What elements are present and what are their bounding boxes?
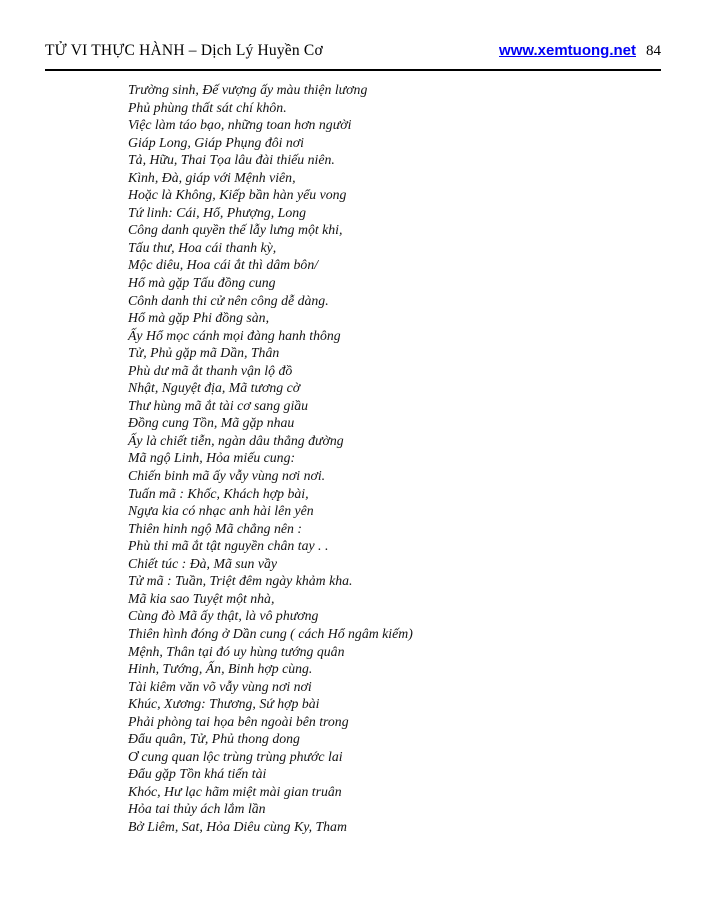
poem-line: Mã kia sao Tuyệt một nhà, [128, 590, 275, 606]
poem-line: Đồng cung Tồn, Mã gặp nhau [128, 415, 295, 431]
book-title: TỬ VI THỰC HÀNH – Dịch Lý Huyền Cơ [45, 42, 323, 59]
poem-line: Hổ mà gặp Phi đồng sàn, [128, 310, 270, 326]
poem-line: Ấy Hổ mọc cánh mọi đàng hanh thông [128, 327, 341, 343]
poem-line: Khúc, Xương: Thương, Sứ hợp bài [128, 696, 320, 712]
poem-line: Tấu thư, Hoa cái thanh kỳ, [128, 239, 277, 255]
poem-line: Hổ mà gặp Tấu đồng cung [128, 275, 276, 291]
poem-line: Cùng đò Mã ấy thật, là vô phương [128, 608, 319, 624]
poem-line: Đẩu gặp Tồn khá tiến tài [128, 766, 267, 782]
header-divider [45, 69, 661, 71]
header-right [499, 42, 661, 60]
poem-line: Việc làm táo bạo, những toan hơn người [128, 117, 352, 133]
poem-line: Đẩu quân, Tử, Phủ thong dong [128, 731, 300, 747]
website-link[interactable]: www.xemtuong.net [499, 42, 636, 59]
poem-line: Bở Liêm, Sat, Hỏa Diêu cùng Ky, Tham [128, 818, 347, 834]
poem-line: Thiên hinh ngộ Mã chẳng nên : [128, 520, 302, 536]
poem-line: Thư hùng mã ắt tài cơ sang giầu [128, 397, 309, 413]
page-number: 84 [646, 43, 661, 59]
poem-line: Tử mã : Tuần, Triệt đêm ngày khảm kha. [128, 573, 353, 589]
poem-line: Chiến binh mã ấy vẫy vùng nơi nơi. [128, 468, 326, 484]
poem-line: Hinh, Tướng, Ấn, Binh hợp cùng. [128, 661, 313, 677]
poem-line: Tử, Phủ gặp mã Dần, Thân [128, 345, 280, 361]
poem-line: Tài kiêm văn võ vẫy vùng nơi nơi [128, 678, 312, 694]
poem-line: Ơ cung quan lộc trùng trùng phước lai [128, 748, 343, 764]
poem-line: Mộc diêu, Hoa cái ắt thì dâm bôn/ [128, 257, 319, 273]
poem-line: Khóc, Hư lạc hãm miệt mài gian truân [128, 783, 342, 799]
poem-line: Công danh quyền thế lẫy lưng một khi, [128, 222, 343, 238]
poem-line: Chiết túc : Đà, Mã sun vầy [128, 555, 278, 571]
poem-line: Hỏa tai thủy ách lắm lần [128, 801, 266, 817]
page-header [45, 42, 661, 60]
poem-line: Mệnh, Thân tại đó uy hùng tướng quân [128, 643, 345, 659]
poem-line: Tuấn mã : Khốc, Khách hợp bài, [128, 485, 309, 501]
poem-body [128, 81, 665, 836]
poem-line: Thiên hình đóng ở Dần cung ( cách Hổ ngâm kiếm) [128, 625, 413, 641]
poem-line: Ngựa kia có nhạc anh hài lên yên [128, 503, 314, 519]
poem-line: Tả, Hữu, Thai Tọa lâu đài thiếu niên. [128, 152, 335, 168]
poem-line: Phù thi mã ắt tật nguyền chân tay . . [128, 538, 329, 554]
poem-line: Cônh danh thi cử nên công dễ dàng. [128, 292, 329, 308]
poem-line: Kình, Đà, giáp với Mệnh viên, [128, 169, 296, 185]
poem-line: Mã ngộ Linh, Hỏa miếu cung: [128, 450, 296, 466]
poem-line: Phải phòng tai họa bên ngoài bên trong [128, 713, 349, 729]
poem-line: Tứ linh: Cái, Hổ, Phượng, Long [128, 204, 307, 220]
poem-line: Phủ phùng thất sát chí khôn. [128, 99, 287, 115]
poem-line: Trường sinh, Đế vượng ấy màu thiện lương [128, 82, 368, 97]
poem-line: Hoặc là Không, Kiếp bần hàn yểu vong [128, 187, 347, 203]
poem-line: Giáp Long, Giáp Phụng đôi nơi [128, 134, 304, 150]
poem-line: Phù dư mã ắt thanh vận lộ đồ [128, 362, 293, 378]
poem-line: Ấy là chiết tiễn, ngàn dâu thẳng đường [128, 432, 344, 448]
poem-line: Nhật, Nguyệt địa, Mã tương cờ [128, 380, 301, 396]
